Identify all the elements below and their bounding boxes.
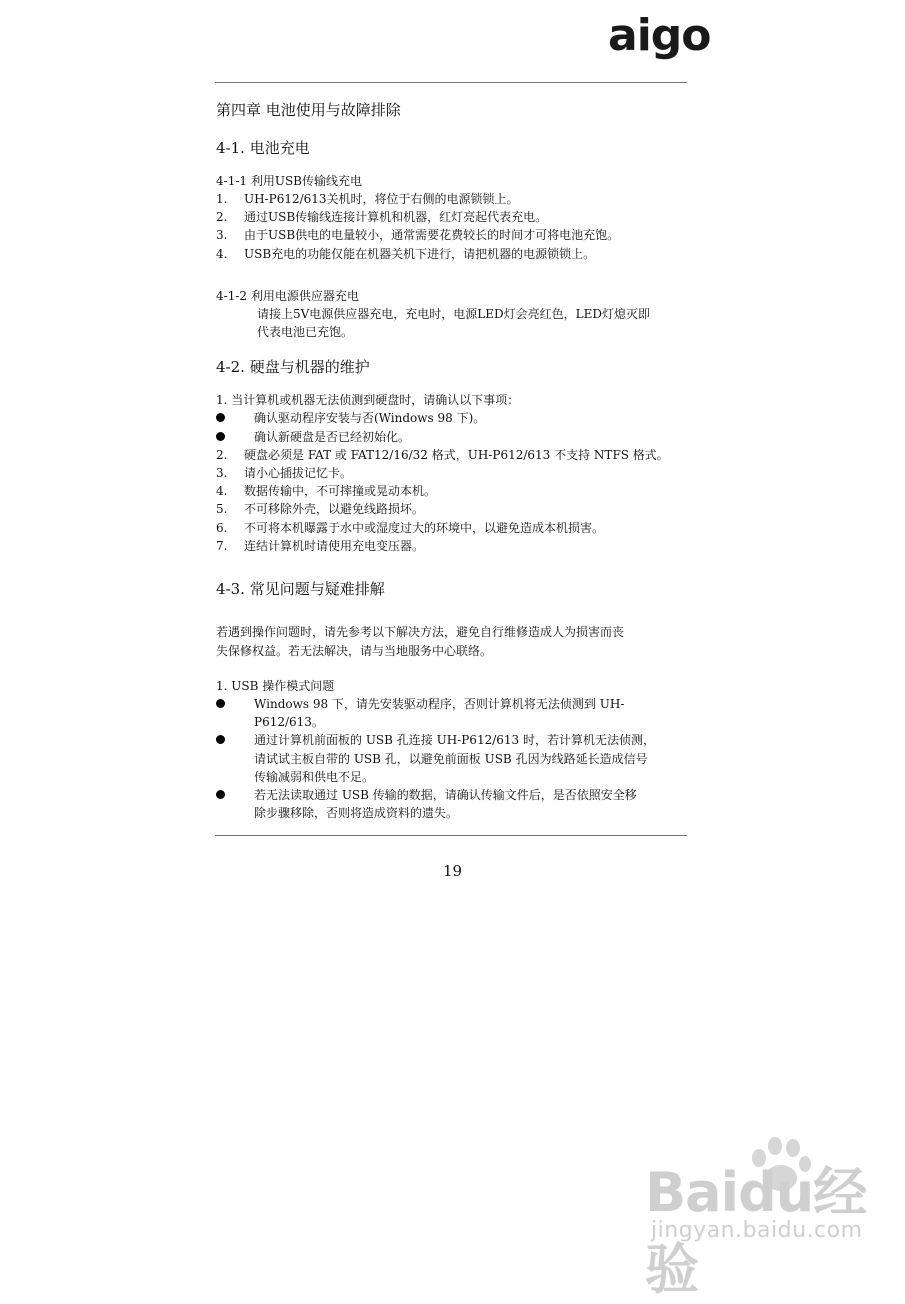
section-4-3-title: 4-3. 常见问题与疑难排解 bbox=[216, 580, 385, 599]
bullet-icon bbox=[216, 790, 225, 799]
paragraph-line: 失保修权益。若无法解决，请与当地服务中心联络。 bbox=[216, 644, 493, 659]
list-item: 5. 不可移除外壳，以避免线路损坏。 bbox=[216, 502, 425, 517]
list-item: 4. USB充电的功能仅能在机器关机下进行，请把机器的电源锁锁上。 bbox=[216, 246, 596, 261]
list-item: 3. 由于USB供电的电量较小，通常需要花费较长的时间才可将电池充饱。 bbox=[216, 228, 620, 243]
bullet-icon bbox=[216, 735, 225, 744]
bullet-item: 确认新硬盘是否已经初始化。 bbox=[216, 428, 686, 446]
paragraph-line: 代表电池已充饱。 bbox=[257, 325, 354, 340]
bullet-icon bbox=[216, 699, 225, 708]
header-rule bbox=[215, 82, 687, 83]
bullet-item: Windows 98 下，请先安装驱动程序，否则计算机将无法侦测到 UH- P612/613。 bbox=[216, 695, 686, 731]
usb-mode-subtitle: 1. USB 操作模式问题 bbox=[216, 679, 335, 694]
paragraph-line: 若遇到操作问题时，请先参考以下解决方法，避免自行维修造成人为损害而丧 bbox=[216, 625, 625, 640]
bullet-item: 通过计算机前面板的 USB 孔连接 UH-P612/613 时，若计算机无法侦测， 请试试主板自带的 USB 孔，以避免前面板 USB 孔因为线路延长造成信号 传输减弱和供电不足。 bbox=[216, 731, 686, 786]
chapter-title: 第四章 电池使用与故障排除 bbox=[216, 101, 401, 119]
list-item: 1. 当计算机或机器无法侦测到硬盘时，请确认以下事项： bbox=[216, 393, 520, 408]
list-item: 2. 硬盘必须是 FAT 或 FAT12/16/32 格式，UH-P612/613 不支持 NTFS 格式。 bbox=[216, 447, 669, 462]
bullet-item: 若无法读取通过 USB 传输的数据，请确认传输文件后，是否依照安全移 除步骤移除，否则将造成资料的遗失。 bbox=[216, 786, 686, 822]
page-number: 19 bbox=[442, 862, 463, 880]
subsection-4-1-1-title: 4-1-1 利用USB传输线充电 bbox=[216, 174, 362, 188]
section-4-2-title: 4-2. 硬盘与机器的维护 bbox=[216, 358, 370, 377]
subsection-4-1-2-title: 4-1-2 利用电源供应器充电 bbox=[216, 288, 359, 303]
section-4-1-title: 4-1. 电池充电 bbox=[216, 139, 310, 157]
watermark-brand: Baidu经验 bbox=[645, 1161, 867, 1301]
bullet-icon bbox=[216, 432, 225, 441]
bullet-icon bbox=[216, 413, 225, 422]
list-item: 6. 不可将本机曝露于水中或湿度过大的环境中，以避免造成本机损害。 bbox=[216, 520, 605, 535]
footer-rule bbox=[215, 835, 687, 836]
watermark-url: jingyan.baidu.com bbox=[651, 1218, 863, 1243]
page-content bbox=[216, 100, 686, 822]
list-item: 1. UH-P612/613关机时，将位于右侧的电源锁锁上。 bbox=[216, 192, 519, 206]
list-item: 7. 连结计算机时请使用充电变压器。 bbox=[216, 538, 425, 553]
baidu-watermark bbox=[645, 1140, 895, 1301]
list-item: 4. 数据传输中，不可摔撞或晃动本机。 bbox=[216, 484, 437, 499]
bullet-item: 确认驱动程序安装与否(Windows 98 下)。 bbox=[216, 409, 686, 427]
aigo-logo: aigo bbox=[608, 10, 711, 61]
list-item: 3. 请小心插拔记忆卡。 bbox=[216, 466, 353, 481]
list-item: 2. 通过USB传输线连接计算机和机器，红灯亮起代表充电。 bbox=[216, 210, 548, 225]
paragraph-line: 请接上5V电源供应器充电，充电时，电源LED灯会亮红色，LED灯熄灭即 bbox=[257, 306, 651, 321]
